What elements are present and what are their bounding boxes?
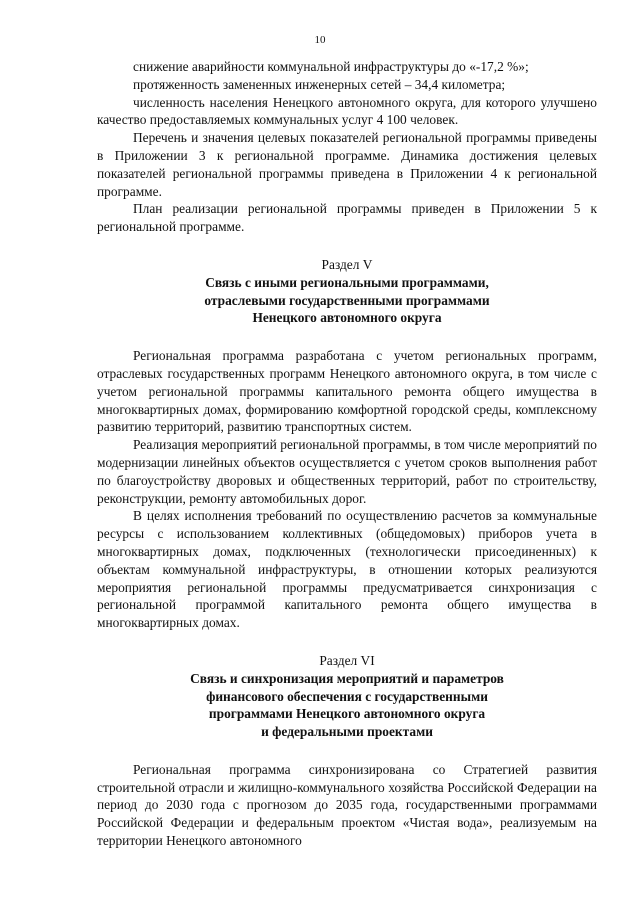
paragraph: протяженность замененных инженерных сетей – 34,4 километра; xyxy=(133,76,506,92)
paragraph: Региональная программа синхронизирована со Стратегией развития строительной отрасли и жилищно-коммунального хозяйства Российской Федерации на период до 2030 года с прогнозом до 2035 года, государственными программами Российской Федерации и федеральным проектом «Чистая вода», реализуемым на территории Ненецкого автономного xyxy=(97,761,597,849)
section-5-title-line: Ненецкого автономного округа xyxy=(252,310,442,326)
section-5-title-line: Связь с иными региональными программами, xyxy=(205,274,489,290)
section-6-title-line: программами Ненецкого автономного округа xyxy=(208,706,486,722)
paragraph: численность населения Ненецкого автономного округа, для которого улучшено качество предоставляемых коммунальных услуг 4 100 человек. xyxy=(97,94,597,128)
paragraph: План реализации региональной программы приведен в Приложении 5 к региональной программе. xyxy=(97,201,597,235)
paragraph: В целях исполнения требований по осуществлению расчетов за коммунальные ресурсы с использованием коллективных (общедомовых) приборов учета в многоквартирных домах, подключенных (технологически присоединенных) к объектам коммунальной инфраструктуры, в отношении которых реализуются мероприятия региональной программы предусматривается синхронизация с региональной программой капитального ремонта общего имущества в многоквартирных домах. xyxy=(97,508,597,631)
section-5-title-line: отраслевыми государственными программами xyxy=(204,292,490,308)
section-5-label: Раздел V xyxy=(321,256,373,272)
spacer xyxy=(97,327,597,347)
page-content xyxy=(97,58,597,850)
spacer xyxy=(97,741,597,761)
section-6-title-line: Связь и синхронизация мероприятий и параметров xyxy=(190,670,504,686)
section-6-label: Раздел VI xyxy=(319,652,375,668)
paragraph: Перечень и значения целевых показателей региональной программы приведены в Приложении 3 к региональной программе. Динамика достижения целевых показателей региональной программы приведена в Приложении 4 к региональной программе. xyxy=(97,130,597,199)
paragraph: снижение аварийности коммунальной инфраструктуры до «-17,2 %»; xyxy=(133,59,529,74)
section-6-title-line: и федеральными проектами xyxy=(261,724,433,740)
paragraph: Реализация мероприятий региональной программы, в том числе мероприятий по модернизации линейных объектов осуществляется с учетом сроков выполнения работ по благоустройству дворовых и общественных территорий, работ по строительству, реконструкции, ремонту автомобильных дорог. xyxy=(97,437,597,506)
section-6-title-line: финансового обеспечения с государственными xyxy=(206,688,488,704)
paragraph: Региональная программа разработана с учетом региональных программ, отраслевых государственных программ Ненецкого автономного округа, в том числе с учетом региональной программы капитального ремонта общего имущества в многоквартирных домах, формированию комфортной городской среды, комплексному развитию территорий, развитию транспортных систем. xyxy=(97,348,597,435)
page-number: 10 xyxy=(314,34,326,46)
